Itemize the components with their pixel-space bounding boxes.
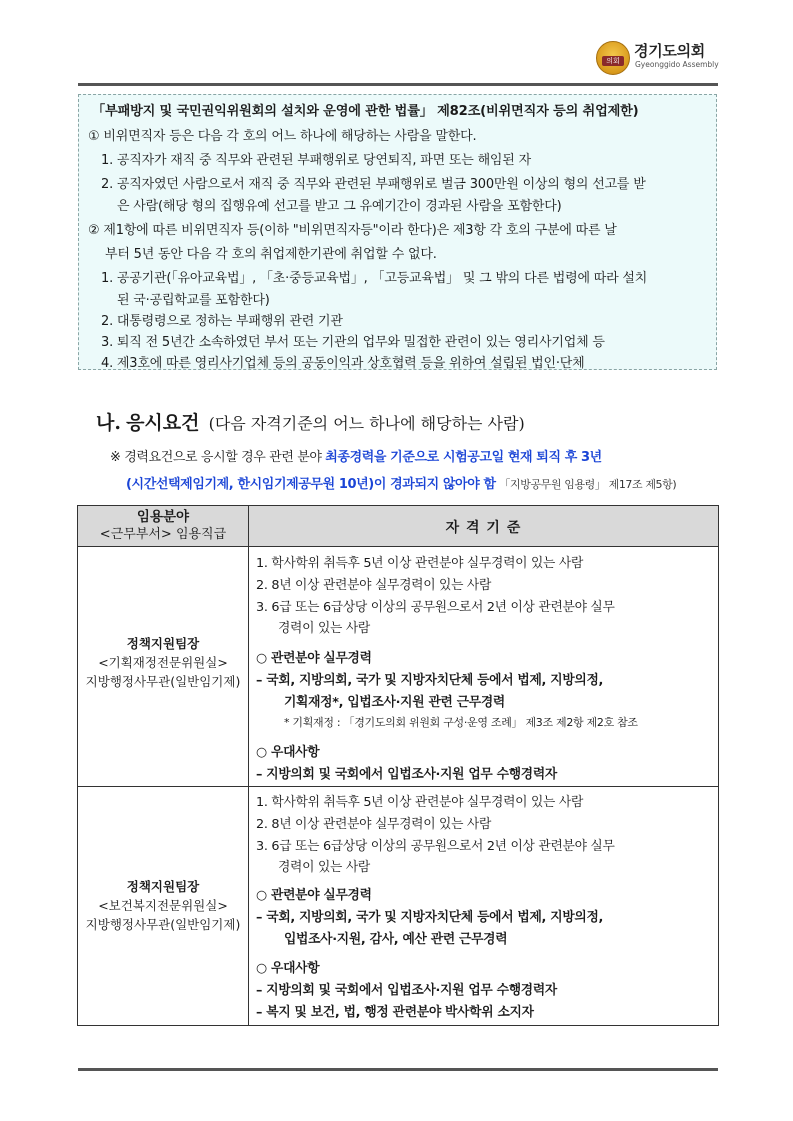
law-title: 「부패방지 및 국민권익위원회의 설치와 운영에 관한 법률」 제82조(비위면직자 등의 취업제한) [92, 104, 639, 119]
criteria-line: 2. 8년 이상 관련분야 실무경력이 있는 사람 [256, 578, 492, 593]
criteria-line: – 국회, 지방의회, 국가 및 지방자치단체 등에서 법제, 지방의정, [256, 910, 604, 925]
criteria-line: 경력이 있는 사람 [278, 860, 370, 875]
criteria-line: 경력이 있는 사람 [278, 621, 370, 636]
header-position-label: 임용분야 [136, 509, 190, 525]
assembly-logo [596, 40, 736, 74]
law-line: 3. 퇴직 전 5년간 소속하였던 부서 또는 기관의 업무와 밀접한 관련이 있는 영리사기업체 등 [101, 335, 605, 350]
section-heading [96, 408, 525, 435]
law-line: 부터 5년 동안 다음 각 호의 취업제한기관에 취업할 수 없다. [105, 247, 437, 262]
criteria-heading: ○ 우대사항 [256, 745, 320, 760]
position-rank: 지방행정사무관(일반임기제) [85, 674, 241, 689]
law-line: 2. 대통령령으로 정하는 부패행위 관련 기관 [101, 314, 343, 329]
position-dept: <보건복지전문위원실> [98, 898, 228, 913]
table-row-position [78, 634, 248, 691]
row-divider [78, 786, 718, 787]
note-highlight: (시간선택제임기제, 한시임기제공무원 10년)이 경과되지 않아야 함 [126, 477, 496, 492]
position-title: 정책지원팀장 [126, 879, 200, 894]
criteria-line: – 국회, 지방의회, 국가 및 지방자치단체 등에서 법제, 지방의정, [256, 673, 604, 688]
law-line: 2. 공직자였던 사람으로서 재직 중 직무와 관련된 부패행위로 벌금 300만원 이상의 형의 선고를 받 [101, 177, 646, 192]
eligibility-note-cont [126, 473, 676, 492]
eligibility-note [110, 446, 602, 465]
criteria-line: 입법조사·지원, 감사, 예산 관련 근무경력 [284, 932, 508, 947]
position-rank: 지방행정사무관(일반임기제) [85, 917, 241, 932]
section-number: 나. [96, 412, 121, 434]
note-prefix: ※ 경력요건으로 응시할 경우 관련 분야 [110, 450, 322, 465]
criteria-heading: ○ 우대사항 [256, 961, 320, 976]
criteria-line: 1. 학사학위 취득후 5년 이상 관련분야 실무경력이 있는 사람 [256, 556, 584, 571]
criteria-line: 2. 8년 이상 관련분야 실무경력이 있는 사람 [256, 817, 492, 832]
bottom-divider [78, 1068, 718, 1071]
section-description: (다음 자격기준의 어느 하나에 해당하는 사람) [208, 414, 525, 433]
section-title: 응시요건 [126, 412, 200, 434]
top-divider [78, 83, 718, 86]
criteria-line: 기획재정*, 입법조사·지원 관련 근무경력 [284, 695, 505, 710]
header-criteria-label: 자 격 기 준 [445, 520, 522, 536]
header-dept-label: <근무부서> 임용직급 [99, 527, 227, 542]
criteria-line: – 복지 및 보건, 법, 행정 관련분야 박사학위 소지자 [256, 1005, 534, 1020]
criteria-line: 3. 6급 또는 6급상당 이상의 공무원으로서 2년 이상 관련분야 실무 [256, 600, 615, 615]
note-highlight: 최종경력을 기준으로 시험공고일 현재 퇴직 후 3년 [325, 450, 602, 465]
criteria-line: – 지방의회 및 국회에서 입법조사·지원 업무 수행경력자 [256, 983, 557, 998]
criteria-heading: ○ 관련분야 실무경력 [256, 651, 372, 666]
law-line: 1. 공직자가 재직 중 직무와 관련된 부패행위로 당연퇴직, 파면 또는 해임된 자 [101, 153, 531, 168]
criteria-heading: ○ 관련분야 실무경력 [256, 888, 372, 903]
emblem-label: 의회 [602, 56, 624, 66]
position-dept: <기획재정전문위원실> [98, 655, 228, 670]
criteria-line: 3. 6급 또는 6급상당 이상의 공무원으로서 2년 이상 관련분야 실무 [256, 839, 615, 854]
assembly-emblem-icon [596, 41, 630, 75]
criteria-line: 1. 학사학위 취득후 5년 이상 관련분야 실무경력이 있는 사람 [256, 795, 584, 810]
law-excerpt-box [78, 94, 717, 370]
criteria-footnote: * 기획재정 : 「경기도의회 위원회 구성·운영 조례」 제3조 제2항 제2호 참조 [284, 716, 638, 729]
position-title: 정책지원팀장 [126, 636, 200, 651]
header-position-cell [78, 508, 248, 544]
table-row-position [78, 877, 248, 934]
law-line: ② 제1항에 따른 비위면직자 등(이하 "비위면직자등"이라 한다)은 제3항 각 호의 구분에 따른 날 [88, 223, 617, 238]
law-line: 된 국·공립학교를 포함한다) [117, 293, 270, 308]
qualification-table [77, 505, 719, 1026]
org-subtitle: Gyeonggido Assembly [635, 60, 719, 69]
law-line: 은 사람(해당 형의 집행유예 선고를 받고 그 유예기간이 경과된 사람을 포함한다) [117, 199, 562, 214]
law-line: 4. 제3호에 따른 영리사기업체 등의 공동이익과 상호협력 등을 위하여 설립된 법인·단체 [101, 356, 585, 371]
criteria-line: – 지방의회 및 국회에서 입법조사·지원 업무 수행경력자 [256, 767, 557, 782]
note-reference: 「지방공무원 임용령」 제17조 제5항) [499, 478, 677, 491]
law-line: 1. 공공기관(「유아교육법」, 「초·중등교육법」, 「고등교육법」 및 그 밖의 다른 법령에 따라 설치 [101, 271, 648, 286]
org-name: 경기도의회 [634, 42, 705, 60]
law-line: ① 비위면직자 등은 다음 각 호의 어느 하나에 해당하는 사람을 말한다. [88, 129, 477, 144]
column-divider [248, 506, 249, 1025]
